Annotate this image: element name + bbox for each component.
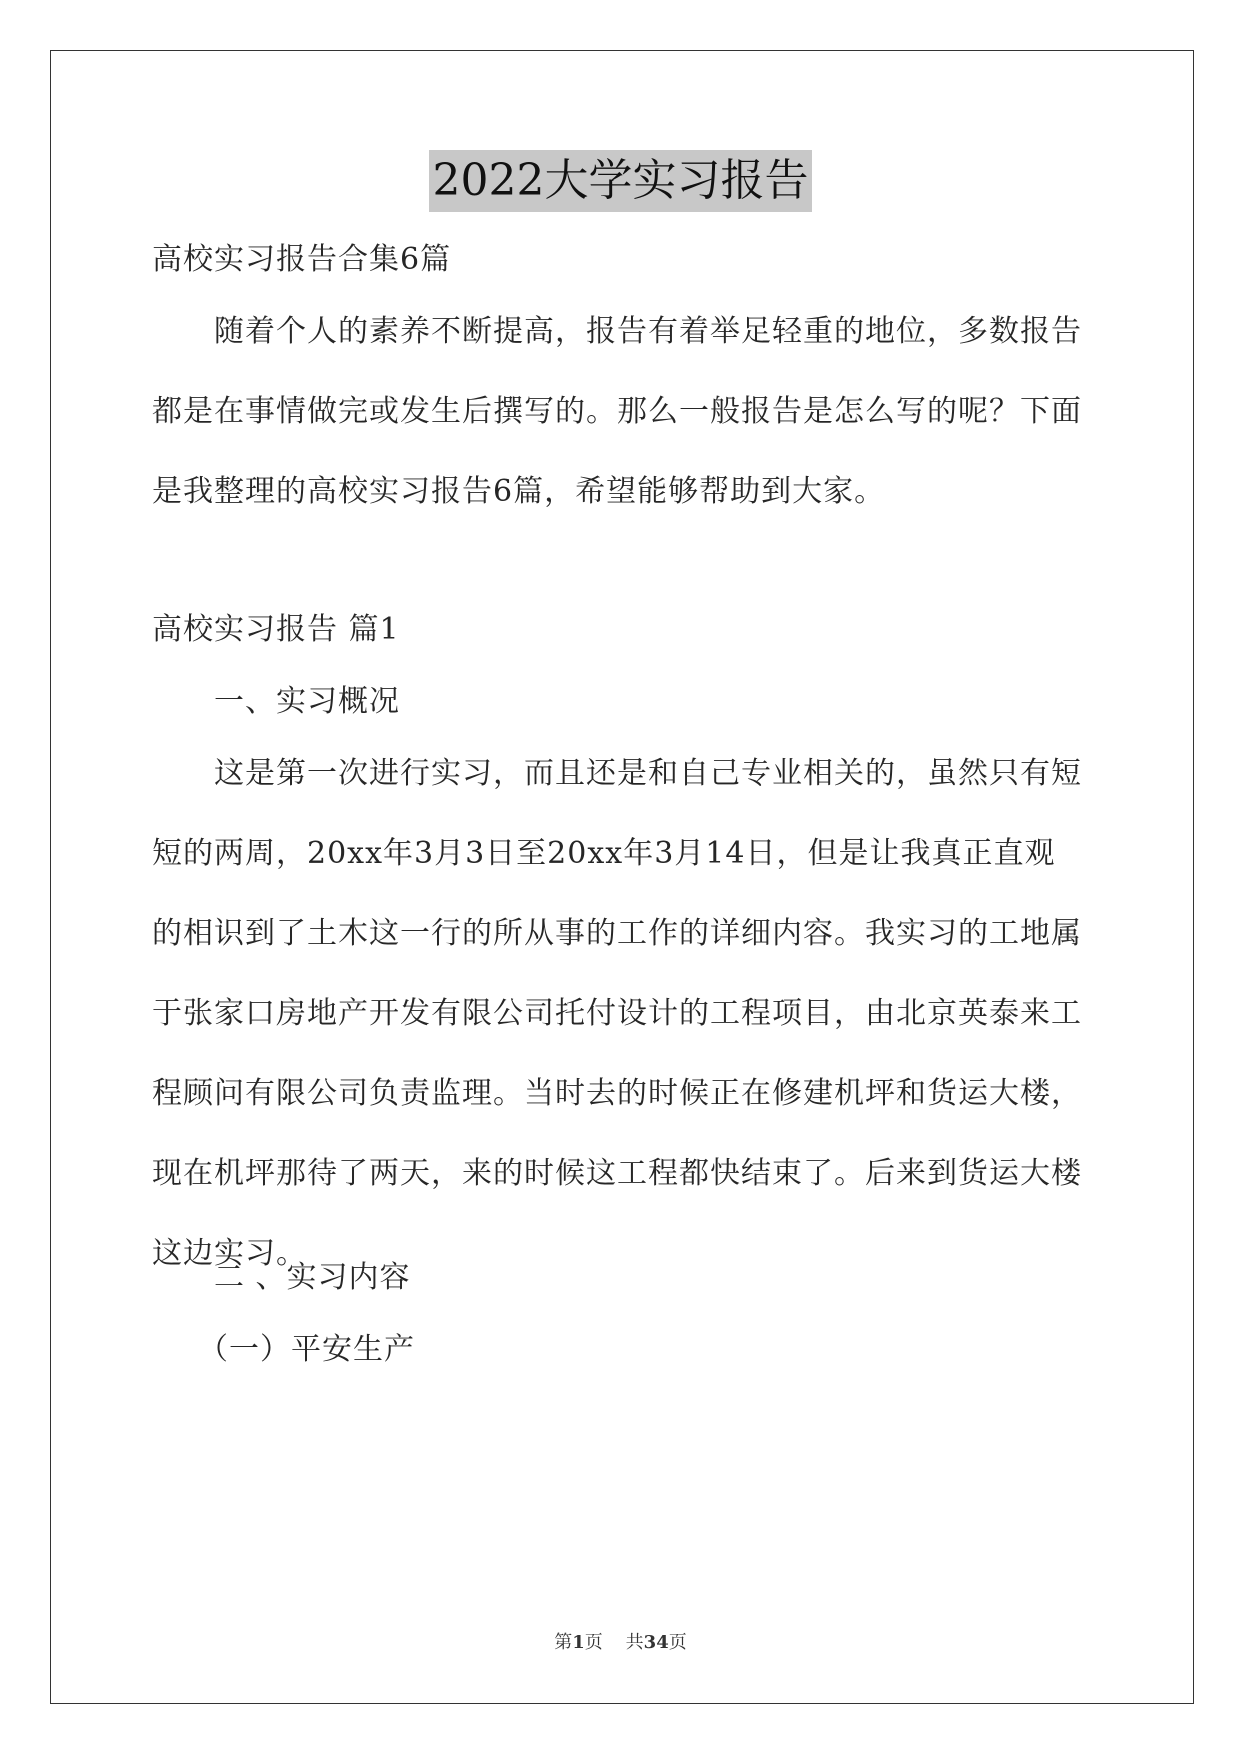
paragraph-line: 短的两周，20xx年3月3日至20xx年3月14日，但是让我真正直观 (152, 836, 1056, 871)
title-container (0, 150, 1241, 212)
total-prefix: 共 (625, 1632, 644, 1653)
paragraph-line: 都是在事情做完或发生后撰写的。那么一般报告是怎么写的呢？下面 (152, 394, 1082, 429)
page-suffix: 页 (584, 1632, 603, 1653)
total-pages: 34 (643, 1632, 669, 1653)
total-suffix: 页 (668, 1632, 687, 1653)
paragraph-line: 这是第一次进行实习，而且还是和自己专业相关的，虽然只有短 (214, 756, 1082, 791)
paragraph-line: 于张家口房地产开发有限公司托付设计的工程项目，由北京英泰来工 (152, 996, 1082, 1031)
part1-paragraph (152, 734, 1092, 1294)
paragraph-line: 随着个人的素养不断提高，报告有着举足轻重的地位，多数报告 (214, 314, 1082, 349)
page-prefix: 第 (554, 1632, 573, 1653)
document-title: 2022大学实习报告 (429, 150, 813, 212)
part2-heading: 二 、实习内容 (214, 1260, 411, 1295)
paragraph-line: 现在机坪那待了两天，来的时候这工程都快结束了。后来到货运大楼 (152, 1156, 1082, 1191)
paragraph-line: 的相识到了土木这一行的所从事的工作的详细内容。我实习的工地属 (152, 916, 1082, 951)
page-number: 1 (572, 1632, 585, 1653)
part2-sub-heading: （一）平安生产 (198, 1332, 415, 1367)
part1-heading: 一、实习概况 (214, 684, 400, 719)
paragraph-line: 是我整理的高校实习报告6篇，希望能够帮助到大家。 (152, 474, 886, 509)
section-heading: 高校实习报告 篇1 (152, 612, 400, 647)
paragraph-line: 这边实习。 (152, 1236, 307, 1271)
page-footer (0, 1628, 1241, 1654)
subtitle: 高校实习报告合集6篇 (152, 242, 452, 277)
intro-paragraph (152, 292, 1092, 532)
paragraph-line: 程顾问有限公司负责监理。当时去的时候正在修建机坪和货运大楼， (152, 1076, 1082, 1111)
